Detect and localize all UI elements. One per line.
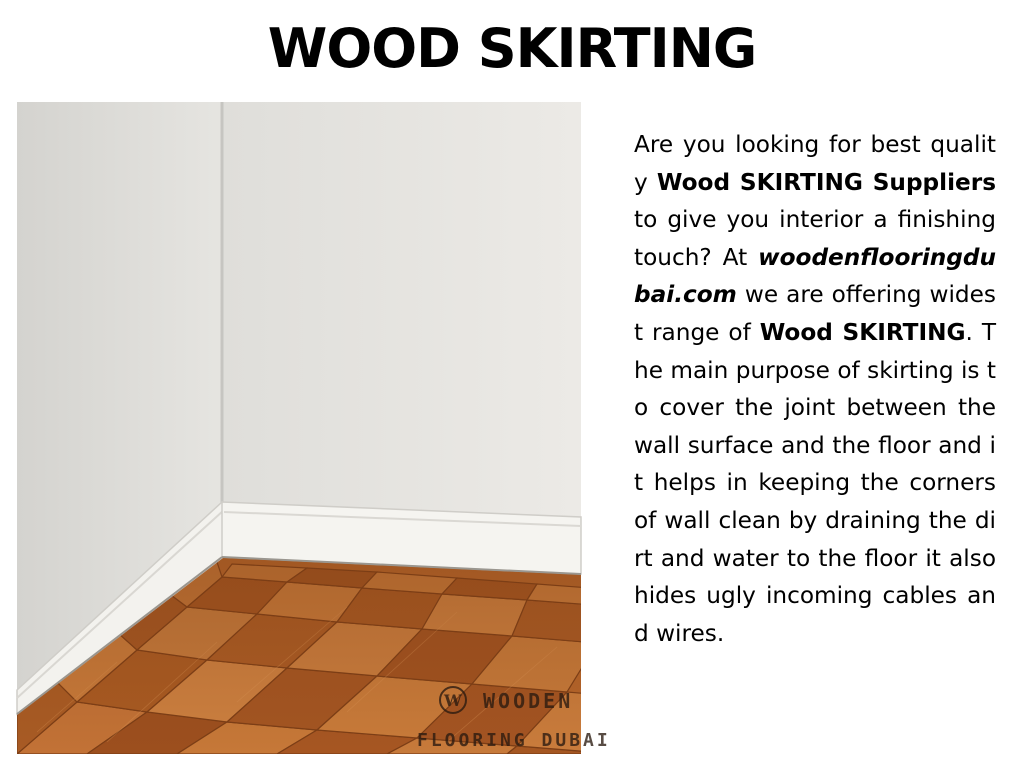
slide-title: WOOD SKIRTING xyxy=(267,17,757,80)
description-part-3: we are offering widest range of xyxy=(634,281,996,346)
description-part-4: . The main purpose of skirting is to cover the joint between the wall surface and the floor and it helps in keeping the corners of wall clean by draining the dirt and water to the floor it also hides ugly incoming cables and wires. xyxy=(634,318,997,647)
description-bold-suppliers: Wood SKIRTING Suppliers xyxy=(656,168,996,196)
wood-skirting-photo xyxy=(17,102,611,754)
description-bold-skirting: Wood SKIRTING xyxy=(759,318,966,346)
website-name: woodenflooringdubai.com xyxy=(634,243,996,309)
watermark-emblem-letter: W xyxy=(444,691,462,710)
description-part-2: to give you interior a finishing touch? At xyxy=(634,206,996,271)
description-paragraph xyxy=(634,126,996,652)
description-intro: Are you looking for best quality xyxy=(634,131,996,196)
watermark-line-2: FLOORING DUBAI xyxy=(417,730,611,751)
watermark-line-1: WOODEN xyxy=(483,689,574,713)
